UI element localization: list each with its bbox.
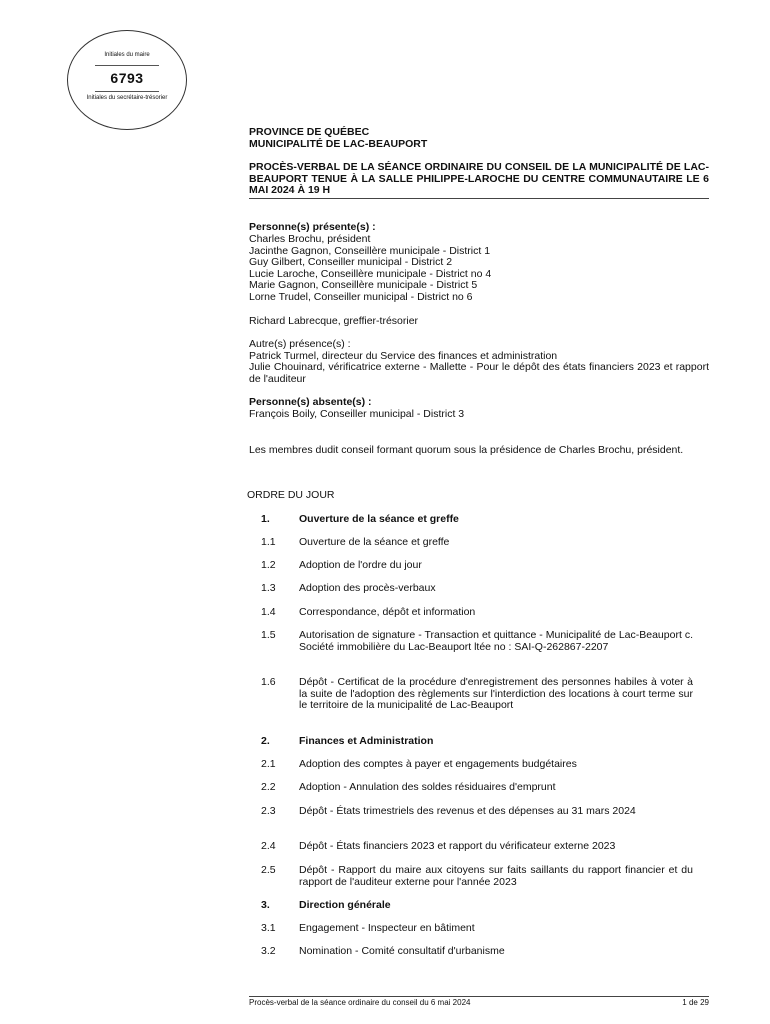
agenda-number: 3.2	[261, 945, 276, 957]
others-line: Julie Chouinard, vérificatrice externe - Mallette - Pour le dépôt des états financiers 2023 et rapport de l'auditeur	[249, 361, 709, 385]
agenda-number: 1.5	[261, 629, 276, 641]
minute-number: 6793	[110, 70, 144, 86]
present-member: Marie Gagnon, Conseillère municipale - District 5	[249, 279, 478, 292]
agenda-number: 1.2	[261, 559, 276, 571]
mayor-initials-label: Initiales du maire	[104, 52, 150, 58]
agenda-text: Adoption des comptes à payer et engagements budgétaires	[299, 758, 577, 770]
initials-stamp	[67, 30, 187, 130]
agenda-text: Adoption de l'ordre du jour	[299, 559, 422, 571]
agenda-number: 3.1	[261, 922, 276, 934]
agenda-text: Ouverture de la séance et greffe	[299, 513, 459, 525]
agenda-number: 1.1	[261, 536, 276, 548]
agenda-text: Dépôt - Rapport du maire aux citoyens sur faits saillants du rapport financier et du rapport de l'auditeur externe pour l'année 2023	[299, 864, 693, 888]
agenda-text: Direction générale	[299, 899, 391, 911]
agenda-number: 1.6	[261, 676, 276, 688]
province-heading: PROVINCE DE QUÉBEC	[249, 126, 370, 138]
agenda-text: Autorisation de signature - Transaction et quittance - Municipalité de Lac-Beauport c. Société immobilière du Lac-Beauport ltée no : SAI-Q-262867-2207	[299, 629, 693, 653]
others-line: Patrick Turmel, directeur du Service des finances et administration	[249, 349, 558, 362]
agenda-number: 2.3	[261, 805, 276, 817]
absent-heading: Personne(s) absente(s) :	[249, 396, 372, 408]
absent-member: François Boily, Conseiller municipal - District 3	[249, 407, 465, 420]
agenda-text: Dépôt - Certificat de la procédure d'enregistrement des personnes habiles à voter à la suite de l'adoption des règlements sur l'interdiction des locations à court terme sur le territoire de la municipalité de Lac-Beauport	[299, 676, 693, 712]
agenda-text: Adoption - Annulation des soldes résiduaires d'emprunt	[299, 781, 556, 793]
agenda-text: Correspondance, dépôt et information	[299, 606, 476, 618]
title-rule	[249, 198, 709, 199]
agenda-text: Adoption des procès-verbaux	[299, 582, 436, 594]
agenda-number: 2.5	[261, 864, 276, 876]
agenda-number: 2.4	[261, 840, 276, 852]
agenda-text: Finances et Administration	[299, 735, 434, 747]
present-member: Guy Gilbert, Conseiller municipal - District 2	[249, 256, 453, 269]
present-heading: Personne(s) présente(s) :	[249, 221, 376, 233]
present-member: Charles Brochu, président	[249, 233, 371, 245]
present-member: Lucie Laroche, Conseillère municipale - District no 4	[249, 267, 492, 280]
agenda-number: 1.	[261, 513, 270, 525]
footer-rule	[249, 996, 709, 997]
agenda-heading: ORDRE DU JOUR	[247, 489, 335, 501]
agenda-number: 3.	[261, 899, 270, 911]
agenda-number: 1.3	[261, 582, 276, 594]
document-title: PROCÈS-VERBAL DE LA SÉANCE ORDINAIRE DU CONSEIL DE LA MUNICIPALITÉ DE LAC-BEAUPORT TENUE À LA SALLE PHILIPPE-LAROCHE DU CENTRE COMMUNAUTAIRE LE 6 MAI 2024 À 19 H	[249, 161, 709, 197]
agenda-text: Ouverture de la séance et greffe	[299, 536, 450, 548]
agenda-text: Dépôt - États financiers 2023 et rapport du vérificateur externe 2023	[299, 840, 616, 852]
present-member: Jacinthe Gagnon, Conseillère municipale - District 1	[249, 244, 491, 257]
agenda-number: 2.2	[261, 781, 276, 793]
stamp-divider	[95, 91, 159, 92]
agenda-text: Engagement - Inspecteur en bâtiment	[299, 922, 475, 934]
agenda-text: Dépôt - États trimestriels des revenus et des dépenses au 31 mars 2024	[299, 805, 636, 817]
footer-title: Procès-verbal de la séance ordinaire du conseil du 6 mai 2024	[249, 998, 471, 1007]
agenda-number: 1.4	[261, 606, 276, 618]
municipality-heading: MUNICIPALITÉ DE LAC-BEAUPORT	[249, 138, 428, 150]
page-footer	[249, 998, 709, 1007]
agenda-number: 2.	[261, 735, 270, 747]
others-heading: Autre(s) présence(s) :	[249, 338, 351, 350]
stamp-divider	[95, 65, 159, 66]
agenda-text: Nomination - Comité consultatif d'urbanisme	[299, 945, 505, 957]
present-member: Lorne Trudel, Conseiller municipal - District no 6	[249, 291, 473, 303]
secretary-initials-label: Initiales du secrétaire-trésorier	[86, 95, 168, 101]
page-number: 1 de 29	[682, 998, 709, 1007]
clerk-line: Richard Labrecque, greffier-trésorier	[249, 315, 419, 327]
quorum-statement: Les membres dudit conseil formant quorum sous la présidence de Charles Brochu, président.	[249, 444, 684, 456]
agenda-number: 2.1	[261, 758, 276, 770]
